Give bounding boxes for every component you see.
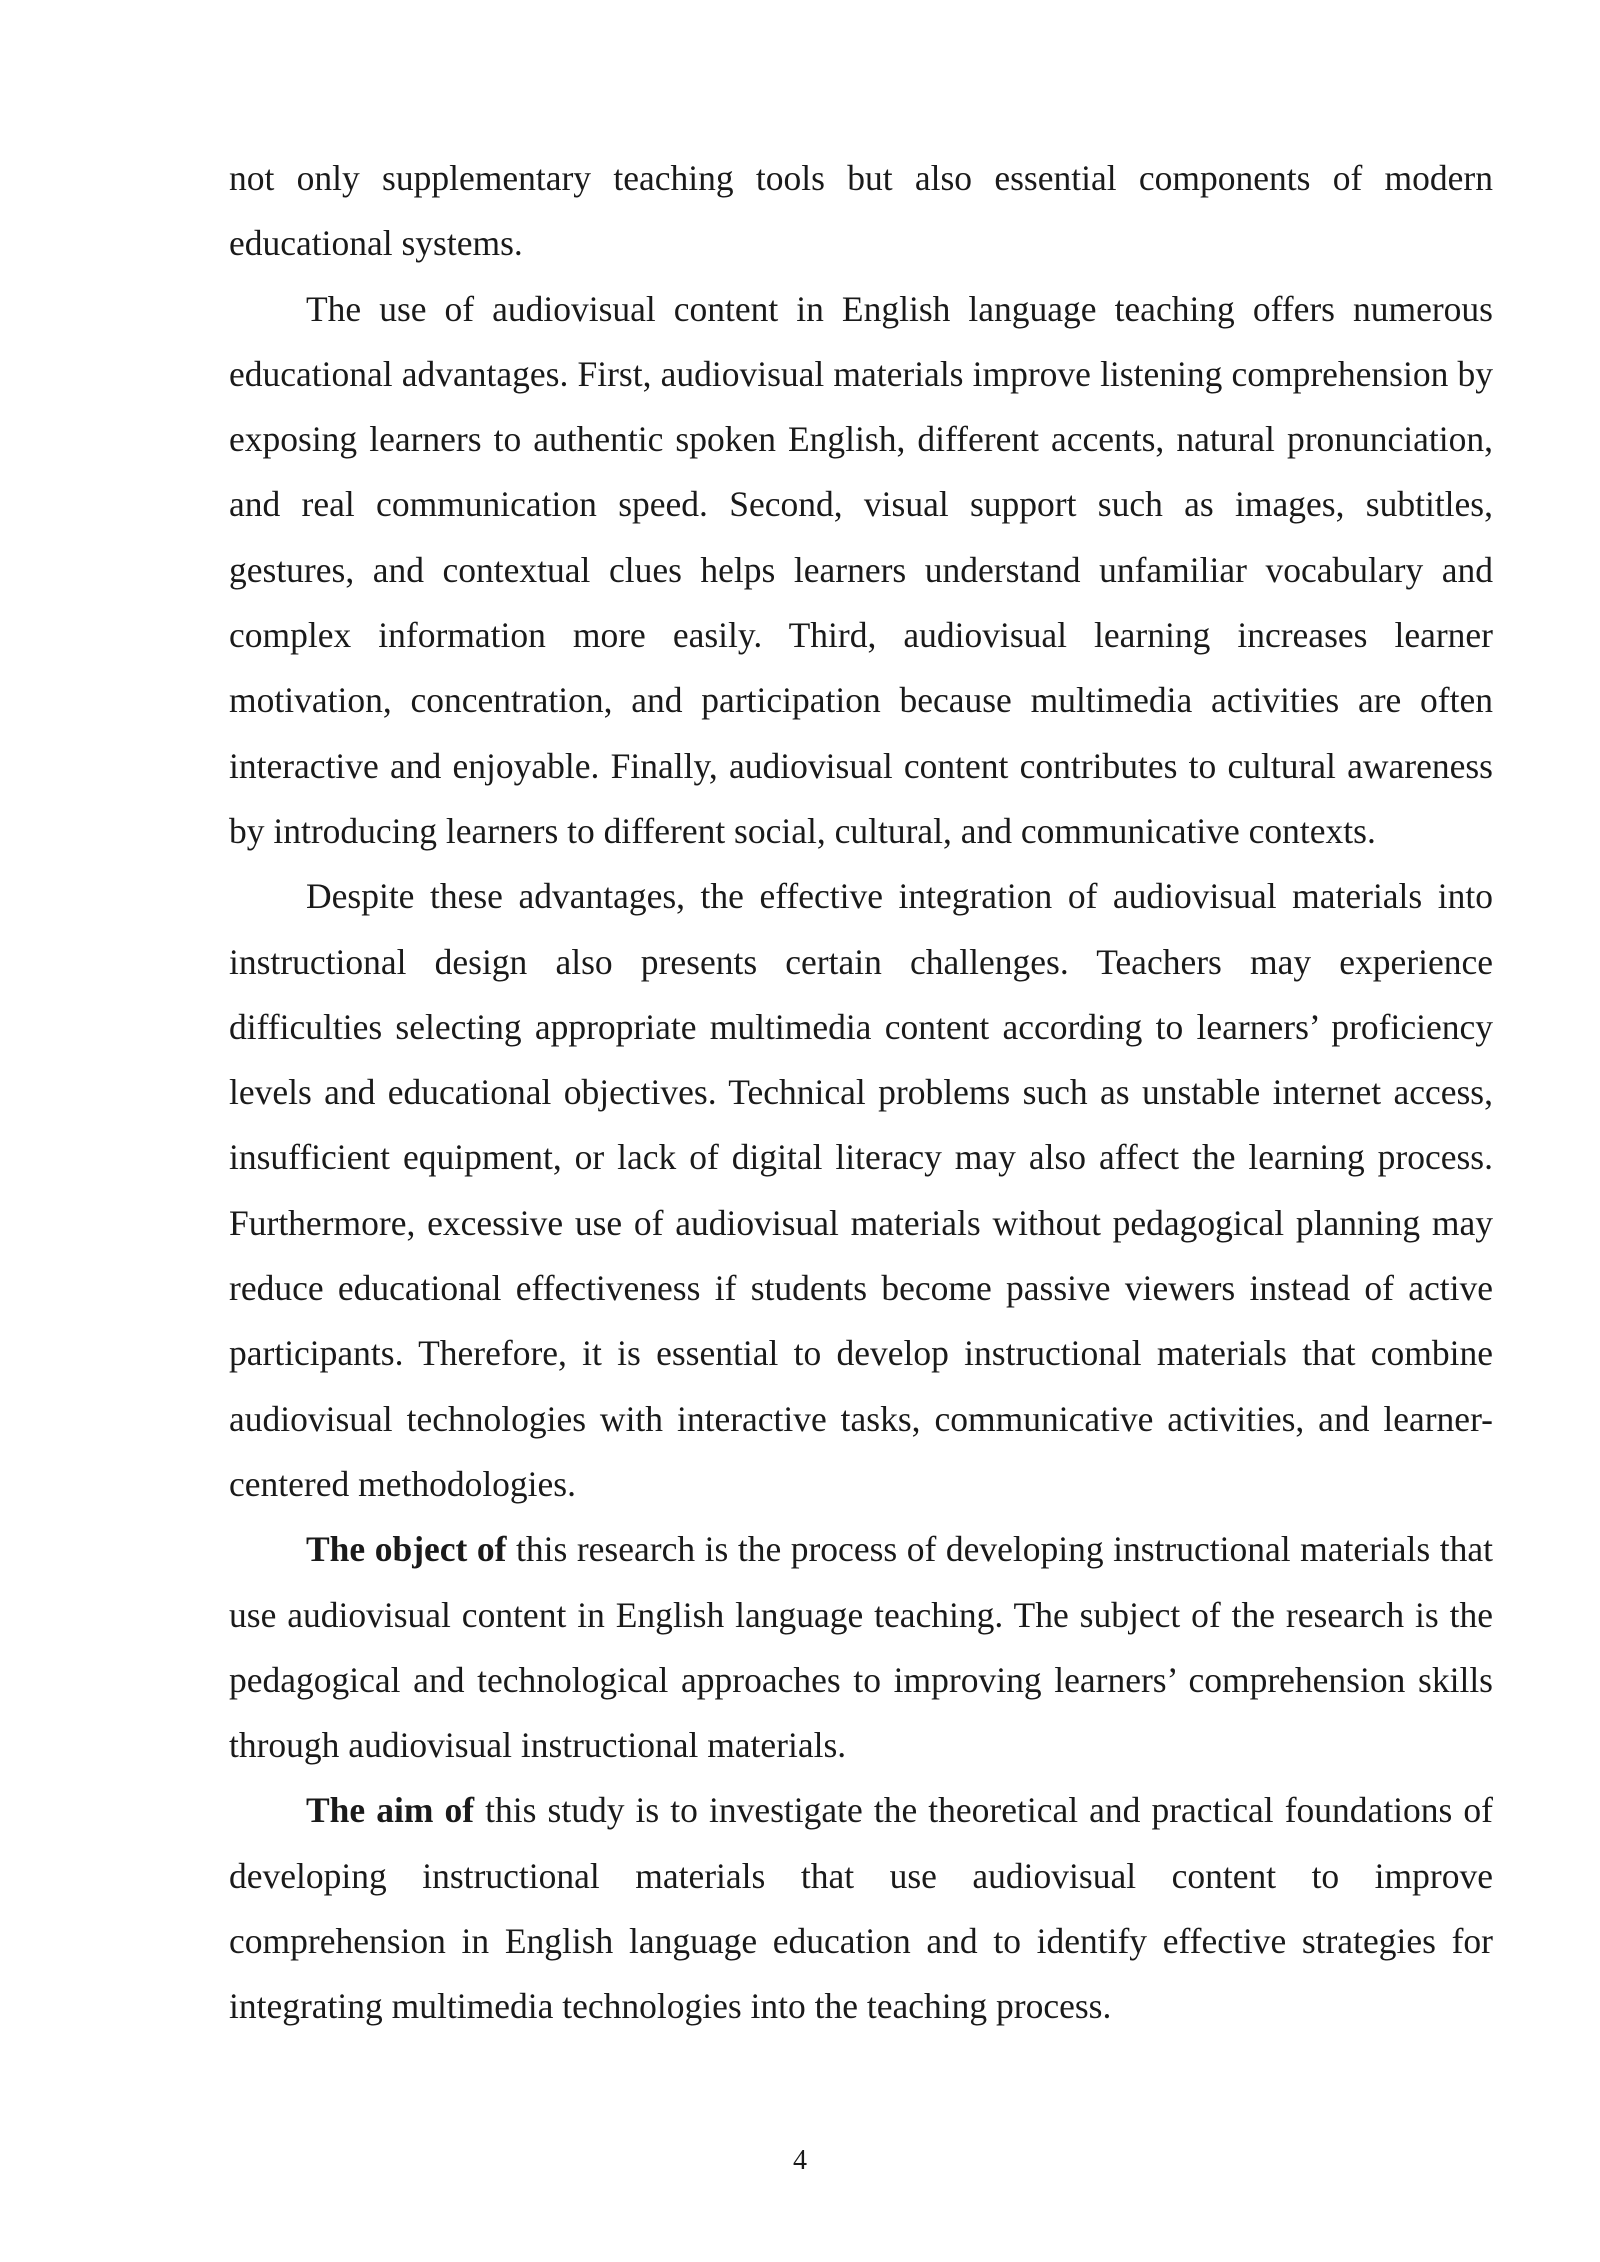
page-number: 4	[793, 2145, 807, 2176]
paragraph-text: Despite these advantages, the effective integration of audiovisual materials into instructional design also presents certain challenges. Teachers may experience difficulties selecting appropriate multimedia content according to learners’ proficiency levels and educational objectives. Technical problems such as unstable internet access, insufficient equipment, or lack of digital literacy may also affect the learning process. Furthermore, excessive use of audiovisual materials without pedagogical planning may reduce educational effectiveness if students become passive viewers instead of active participants. Therefore, it is essential to develop instructional materials that combine audiovisual technologies with interactive tasks, communicative activities, and learner-centered methodologies.	[229, 876, 1493, 1504]
paragraph-lead-aim: The aim of	[306, 1790, 475, 1831]
paragraph-continuation	[229, 146, 1493, 277]
paragraph-text: this research is the process of developing instructional materials that use audiovisual content in English language teaching. The subject of the research is the pedagogical and technological approaches to improving learners’ comprehension skills through audiovisual instructional materials.	[229, 1529, 1493, 1766]
paragraph-text: The use of audiovisual content in English language teaching offers numerous educational advantages. First, audiovisual materials improve listening comprehension by exposing learners to authentic spoken English, different accents, natural pronunciation, and real communication speed. Second, visual support such as images, subtitles, gestures, and contextual clues helps learners understand unfamiliar vocabulary and complex information more easily. Third, audiovisual learning increases learner motivation, concentration, and participation because multimedia activities are often interactive and enjoyable. Finally, audiovisual content contributes to cultural awareness by introducing learners to different social, cultural, and communicative contexts.	[229, 288, 1493, 851]
paragraph-object	[229, 1517, 1493, 1778]
paragraph-text: not only supplementary teaching tools but also essential components of modern educational systems.	[229, 158, 1493, 264]
paragraph-text: this study is to investigate the theoretical and practical foundations of developing instructional materials that use audiovisual content to improve comprehension in English language education and to identify effective strategies for integrating multimedia technologies into the teaching process.	[229, 1790, 1494, 2027]
paragraph-aim	[229, 1778, 1493, 2039]
paragraph-lead-object: The object of	[306, 1529, 507, 1570]
paragraph-challenges	[229, 864, 1493, 1517]
document-page	[229, 146, 1493, 2040]
paragraph-advantages	[229, 277, 1493, 865]
